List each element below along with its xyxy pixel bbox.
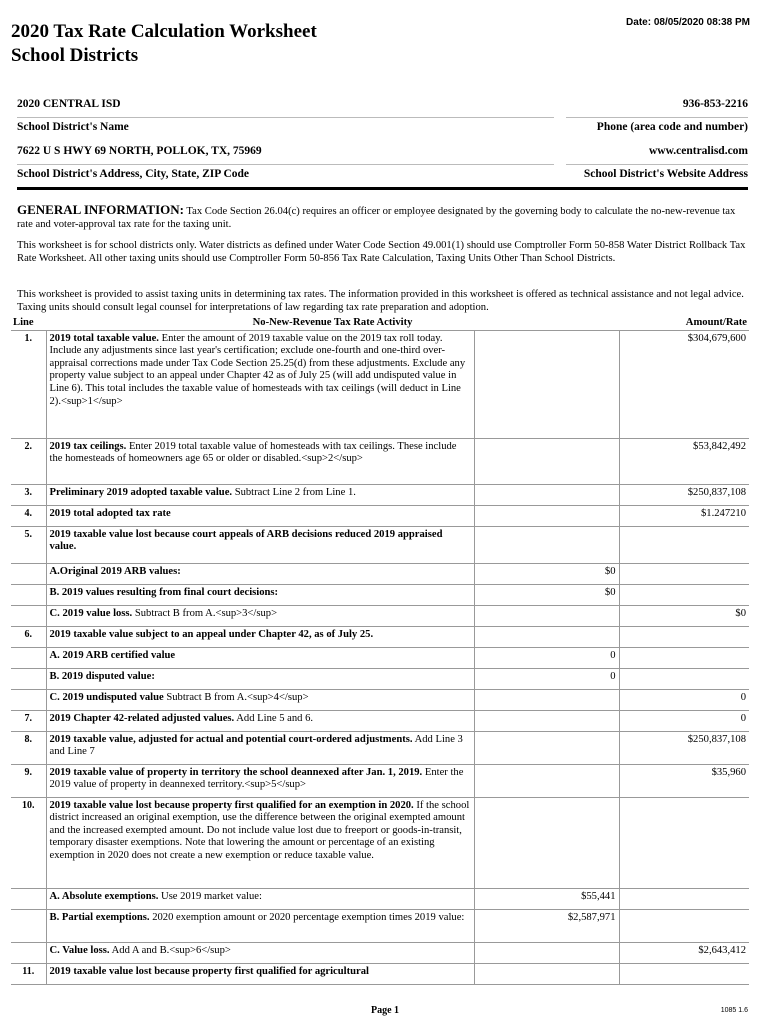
phone-label: Phone (area code and number) (596, 121, 748, 133)
table-row (11, 909, 749, 942)
row-subtotal (474, 505, 619, 526)
table-row (11, 668, 749, 689)
phone-value: 936-853-2216 (566, 98, 748, 118)
row-description (46, 731, 474, 764)
row-subtotal: $2,587,971 (474, 909, 619, 942)
row-amount: $250,837,108 (619, 484, 749, 505)
worksheet-scope-paragraph: This worksheet is for school districts only. Water districts as defined under Water Code Section 49.001(1) should use Comptroller Form 50-858 Water District Rollback Tax Rate Worksheet. All other taxing units should use Comptroller Form 50-856 Tax Rate Calculation, Taxing Units Other Than School Districts. (17, 240, 746, 264)
row-subtotal (474, 605, 619, 626)
title-line-1: 2020 Tax Rate Calculation Worksheet (11, 21, 317, 42)
row-description-bold: B. Partial exemptions. (49, 911, 150, 923)
col-amount-header: Amount/Rate (619, 317, 749, 330)
table-row (11, 647, 749, 668)
address-label: School District's Address, City, State, ZIP Code (17, 168, 250, 180)
row-description (46, 909, 474, 942)
table-row (11, 797, 749, 888)
general-info-heading: GENERAL INFORMATION: (17, 202, 184, 217)
row-line-number: 1. (11, 330, 46, 438)
row-amount: 0 (619, 689, 749, 710)
row-amount (619, 888, 749, 909)
row-description-bold: 2019 taxable value lost because court appeals of ARB decisions reduced 2019 appraised value. (49, 528, 443, 553)
website-label: School District's Website Address (583, 168, 748, 180)
row-amount (619, 797, 749, 888)
row-line-number: 5. (11, 526, 46, 563)
row-description-text: Enter the amount of 2019 taxable value on the 2019 tax roll today. Include any adjustments since last year's certification; exclude one-fourth and one-third over-appraisal corrections made under Tax Code Section 25.25(d) from these adjustments. Exclude any property value subject to an appeal under Chapter 42 as of July 25 (will add undisputed value in Line 6). This total includes the taxable value of homesteads with tax ceilings (will deduct in Line 2).<sup>1</sup> (49, 332, 466, 407)
table-row (11, 526, 749, 563)
row-description (46, 764, 474, 797)
table-row (11, 888, 749, 909)
row-description-bold: C. 2019 value loss. (49, 607, 133, 619)
tax-rate-worksheet-table (11, 317, 749, 985)
row-subtotal (474, 689, 619, 710)
row-amount (619, 526, 749, 563)
row-description-bold: Preliminary 2019 adopted taxable value. (49, 486, 233, 498)
row-subtotal (474, 764, 619, 797)
row-line-number: 11. (11, 963, 46, 984)
row-amount (619, 563, 749, 584)
row-description (46, 563, 474, 584)
row-description (46, 330, 474, 438)
row-line-number (11, 909, 46, 942)
row-description-text: Use 2019 market value: (158, 890, 262, 902)
row-description (46, 668, 474, 689)
row-line-number: 4. (11, 505, 46, 526)
row-line-number (11, 888, 46, 909)
row-subtotal (474, 526, 619, 563)
row-line-number: 10. (11, 797, 46, 888)
table-header-row (11, 317, 749, 330)
row-description-bold: 2019 total taxable value. (49, 332, 159, 344)
row-description-text: Add Line 5 and 6. (234, 712, 314, 724)
row-subtotal (474, 484, 619, 505)
row-description (46, 626, 474, 647)
row-description (46, 605, 474, 626)
col-line-header: Line (11, 317, 46, 330)
row-line-number: 8. (11, 731, 46, 764)
row-description-bold: 2019 Chapter 42-related adjusted values. (49, 712, 235, 724)
row-description-text: Add Line 3 and Line 7 (49, 733, 463, 758)
row-subtotal (474, 731, 619, 764)
row-amount (619, 909, 749, 942)
district-name-label: School District's Name (17, 121, 129, 133)
section-divider (17, 187, 748, 190)
row-subtotal (474, 626, 619, 647)
table-row (11, 689, 749, 710)
row-description-bold: 2019 taxable value subject to an appeal under Chapter 42, as of July 25. (49, 628, 374, 640)
row-description-bold: 2019 taxable value of property in territory the school deannexed after Jan. 1, 2019. (49, 766, 423, 778)
table-row (11, 605, 749, 626)
row-amount: $53,842,492 (619, 438, 749, 484)
table-row (11, 710, 749, 731)
row-line-number (11, 563, 46, 584)
row-amount (619, 626, 749, 647)
table-row (11, 584, 749, 605)
row-description (46, 689, 474, 710)
row-amount: 0 (619, 710, 749, 731)
row-description (46, 505, 474, 526)
district-name-value: 2020 CENTRAL ISD (17, 98, 554, 118)
col-activity-header: No-New-Revenue Tax Rate Activity (46, 317, 619, 330)
table-row (11, 330, 749, 438)
row-description-bold: 2019 taxable value, adjusted for actual and potential court-ordered adjustments. (49, 733, 413, 745)
row-line-number: 9. (11, 764, 46, 797)
row-description-text: 2020 exemption amount or 2020 percentage exemption times 2019 value: (149, 911, 465, 923)
row-description-bold: C. 2019 undisputed value (49, 691, 164, 703)
row-line-number (11, 584, 46, 605)
row-amount: $0 (619, 605, 749, 626)
general-info-paragraph (17, 204, 750, 231)
row-amount: $1.247210 (619, 505, 749, 526)
row-subtotal: 0 (474, 668, 619, 689)
date-stamp: Date: 08/05/2020 08:38 PM (626, 17, 750, 28)
row-description (46, 942, 474, 963)
table-body (11, 330, 749, 984)
row-amount (619, 647, 749, 668)
table-row (11, 484, 749, 505)
website-value: www.centralisd.com (566, 145, 748, 165)
row-description (46, 484, 474, 505)
row-subtotal (474, 438, 619, 484)
row-description-bold: 2019 tax ceilings. (49, 440, 127, 452)
row-subtotal: $0 (474, 584, 619, 605)
row-description-bold: B. 2019 disputed value: (49, 670, 155, 682)
row-description-bold: B. 2019 values resulting from final court decisions: (49, 586, 279, 598)
row-line-number (11, 647, 46, 668)
general-info-text: Tax Code Section 26.04(c) requires an officer or employee designated by the governing body to calculate the no-new-revenue tax rate and voter-approval tax rate for the taxing unit. (17, 206, 736, 230)
row-subtotal (474, 797, 619, 888)
row-description (46, 584, 474, 605)
table-row (11, 438, 749, 484)
row-subtotal: 0 (474, 647, 619, 668)
row-line-number (11, 942, 46, 963)
row-amount: $250,837,108 (619, 731, 749, 764)
row-line-number: 2. (11, 438, 46, 484)
row-subtotal: $0 (474, 563, 619, 584)
row-description (46, 526, 474, 563)
table-row (11, 731, 749, 764)
table-row (11, 942, 749, 963)
row-description-bold: 2019 total adopted tax rate (49, 507, 171, 519)
disclaimer-paragraph: This worksheet is provided to assist taxing units in determining tax rates. The information provided in this worksheet is offered as technical assistance and not legal advice. Taxing units should consult legal counsel for interpretations of law regarding tax rate preparation and adoption. (17, 289, 744, 313)
row-subtotal (474, 330, 619, 438)
row-description-bold: A. 2019 ARB certified value (49, 649, 176, 661)
row-description-text: Subtract B from A.<sup>4</sup> (163, 691, 309, 703)
row-description-bold: 2019 taxable value lost because property first qualified for an exemption in 2020. (49, 799, 414, 811)
row-amount (619, 668, 749, 689)
row-line-number (11, 689, 46, 710)
row-line-number: 6. (11, 626, 46, 647)
row-line-number: 7. (11, 710, 46, 731)
row-description-bold: A.Original 2019 ARB values: (49, 565, 181, 577)
page-title (11, 20, 411, 68)
row-subtotal: $55,441 (474, 888, 619, 909)
row-amount: $2,643,412 (619, 942, 749, 963)
row-description-text: Enter the 2019 value of property in deannexed territory.<sup>5</sup> (49, 766, 464, 791)
row-amount (619, 963, 749, 984)
row-description-bold: A. Absolute exemptions. (49, 890, 159, 902)
row-amount: $304,679,600 (619, 330, 749, 438)
row-description-text: If the school district increased an original exemption, use the difference between the original exempted amount and the increased exempted amount. Do not include value lost due to freeport or goods-in-transit, temporary disaster exemptions. Note that lowering the amount or percentage of an existing exemption in 2020 does not create a new exemption or reduce taxable value. (49, 799, 470, 861)
row-description-bold: 2019 taxable value lost because property first qualified for agricultural (49, 965, 369, 977)
row-description (46, 647, 474, 668)
table-row (11, 626, 749, 647)
row-description-bold: C. Value loss. (49, 944, 110, 956)
row-description (46, 710, 474, 731)
table-row (11, 563, 749, 584)
row-line-number (11, 668, 46, 689)
form-code: 1085 1.6 (720, 1007, 748, 1014)
address-value: 7622 U S HWY 69 NORTH, POLLOK, TX, 75969 (17, 145, 554, 165)
table-row (11, 764, 749, 797)
table-row (11, 505, 749, 526)
title-line-2: School Districts (11, 45, 139, 66)
row-line-number: 3. (11, 484, 46, 505)
row-description-text: Subtract B from A.<sup>3</sup> (132, 607, 278, 619)
row-subtotal (474, 710, 619, 731)
row-amount (619, 584, 749, 605)
row-description (46, 438, 474, 484)
row-amount: $35,960 (619, 764, 749, 797)
page-number: Page 1 (370, 1005, 400, 1016)
row-description (46, 888, 474, 909)
row-description-text: Add A and B.<sup>6</sup> (109, 944, 231, 956)
row-description (46, 797, 474, 888)
table-row (11, 963, 749, 984)
row-description-text: Enter 2019 total taxable value of homesteads with tax ceilings. These include the homesteads of homeowners age 65 or older or disabled.<sup>2</sup> (49, 440, 457, 465)
row-description-text: Subtract Line 2 from Line 1. (232, 486, 356, 498)
row-description (46, 963, 474, 984)
row-line-number (11, 605, 46, 626)
row-subtotal (474, 942, 619, 963)
row-subtotal (474, 963, 619, 984)
